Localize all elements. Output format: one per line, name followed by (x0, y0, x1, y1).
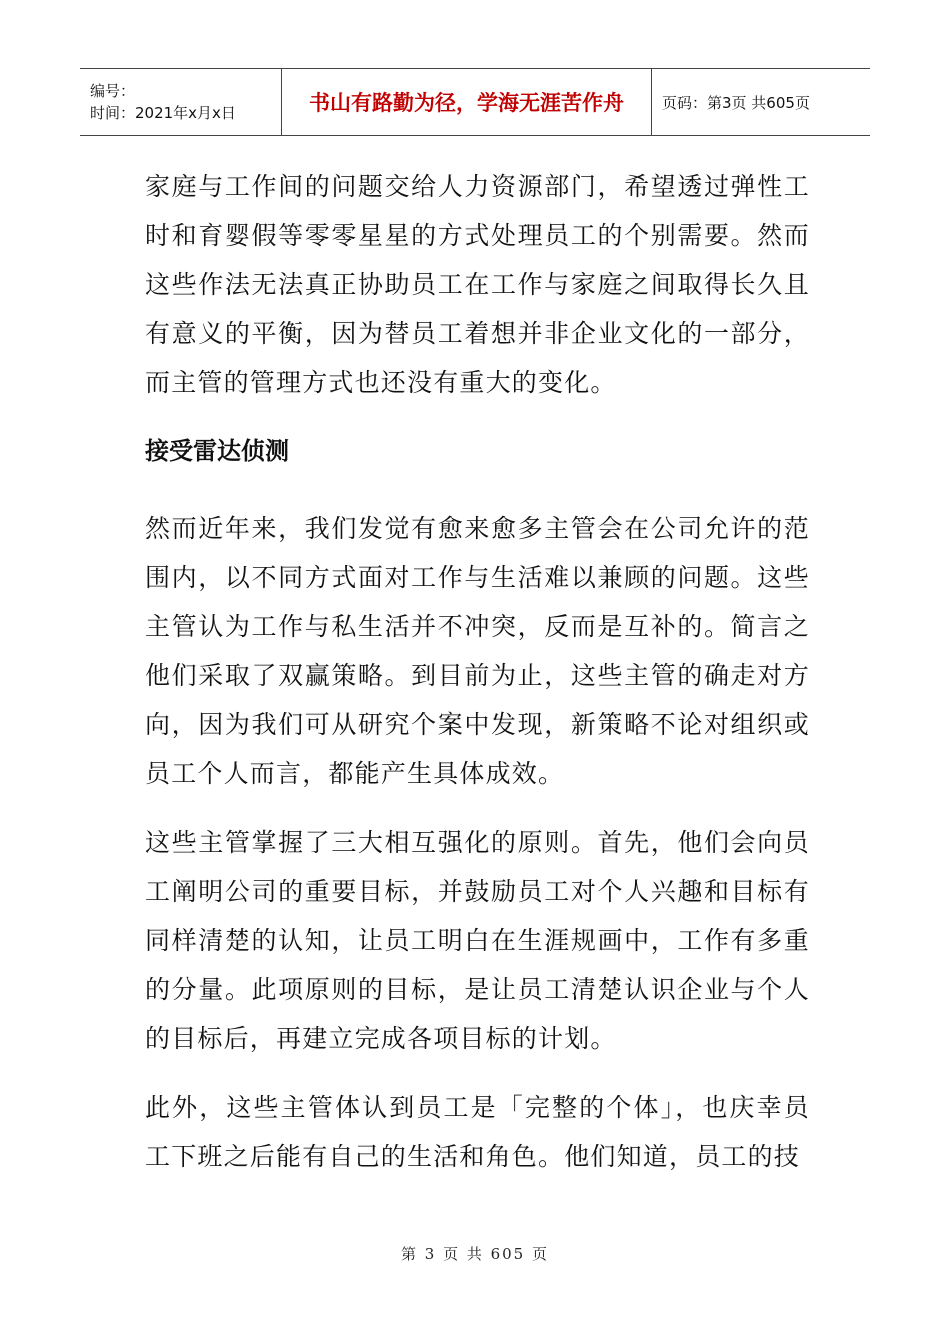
header-motto-cell (282, 69, 652, 135)
paragraph: 此外，这些主管体认到员工是「完整的个体」，也庆幸员工下班之后能有自己的生活和角色。他们知道，员工的技 (145, 1093, 810, 1171)
document-number-label: 编号： (90, 82, 136, 100)
section-heading: 接受雷达侦测 (145, 437, 289, 465)
page-header (80, 68, 870, 136)
paragraph: 家庭与工作间的问题交给人力资源部门，希望透过弹性工时和育婴假等零零星星的方式处理员工的个别需要。然而这些作法无法真正协助员工在工作与家庭之间取得长久且有意义的平衡，因为替员工着想并非企业文化的一部分，而主管的管理方式也还没有重大的变化。 (145, 172, 810, 397)
paragraph: 这些主管掌握了三大相互强化的原则。首先，他们会向员工阐明公司的重要目标，并鼓励员工对个人兴趣和目标有同样清楚的认知，让员工明白在生涯规画中，工作有多重的分量。此项原则的目标，是让员工清楚认识企业与个人的目标后，再建立完成各项目标的计划。 (145, 828, 810, 1053)
header-page-info: 页码：第3页 共605页 (662, 93, 810, 112)
paragraph: 然而近年来，我们发觉有愈来愈多主管会在公司允许的范围内，以不同方式面对工作与生活难以兼顾的问题。这些主管认为工作与私生活并不冲突，反而是互补的。简言之他们采取了双赢策略。到目前为止，这些主管的确走对方向，因为我们可从研究个案中发现，新策略不论对组织或员工个人而言，都能产生具体成效。 (145, 514, 810, 788)
header-page-cell (652, 69, 870, 135)
header-motto: 书山有路勤为径，学海无涯苦作舟 (309, 91, 624, 115)
header-meta (80, 69, 282, 135)
document-time-label: 时间：2021年x月x日 (90, 104, 236, 122)
document-body (145, 162, 810, 1201)
page-footer: 第 3 页 共 605 页 (400, 1245, 549, 1263)
